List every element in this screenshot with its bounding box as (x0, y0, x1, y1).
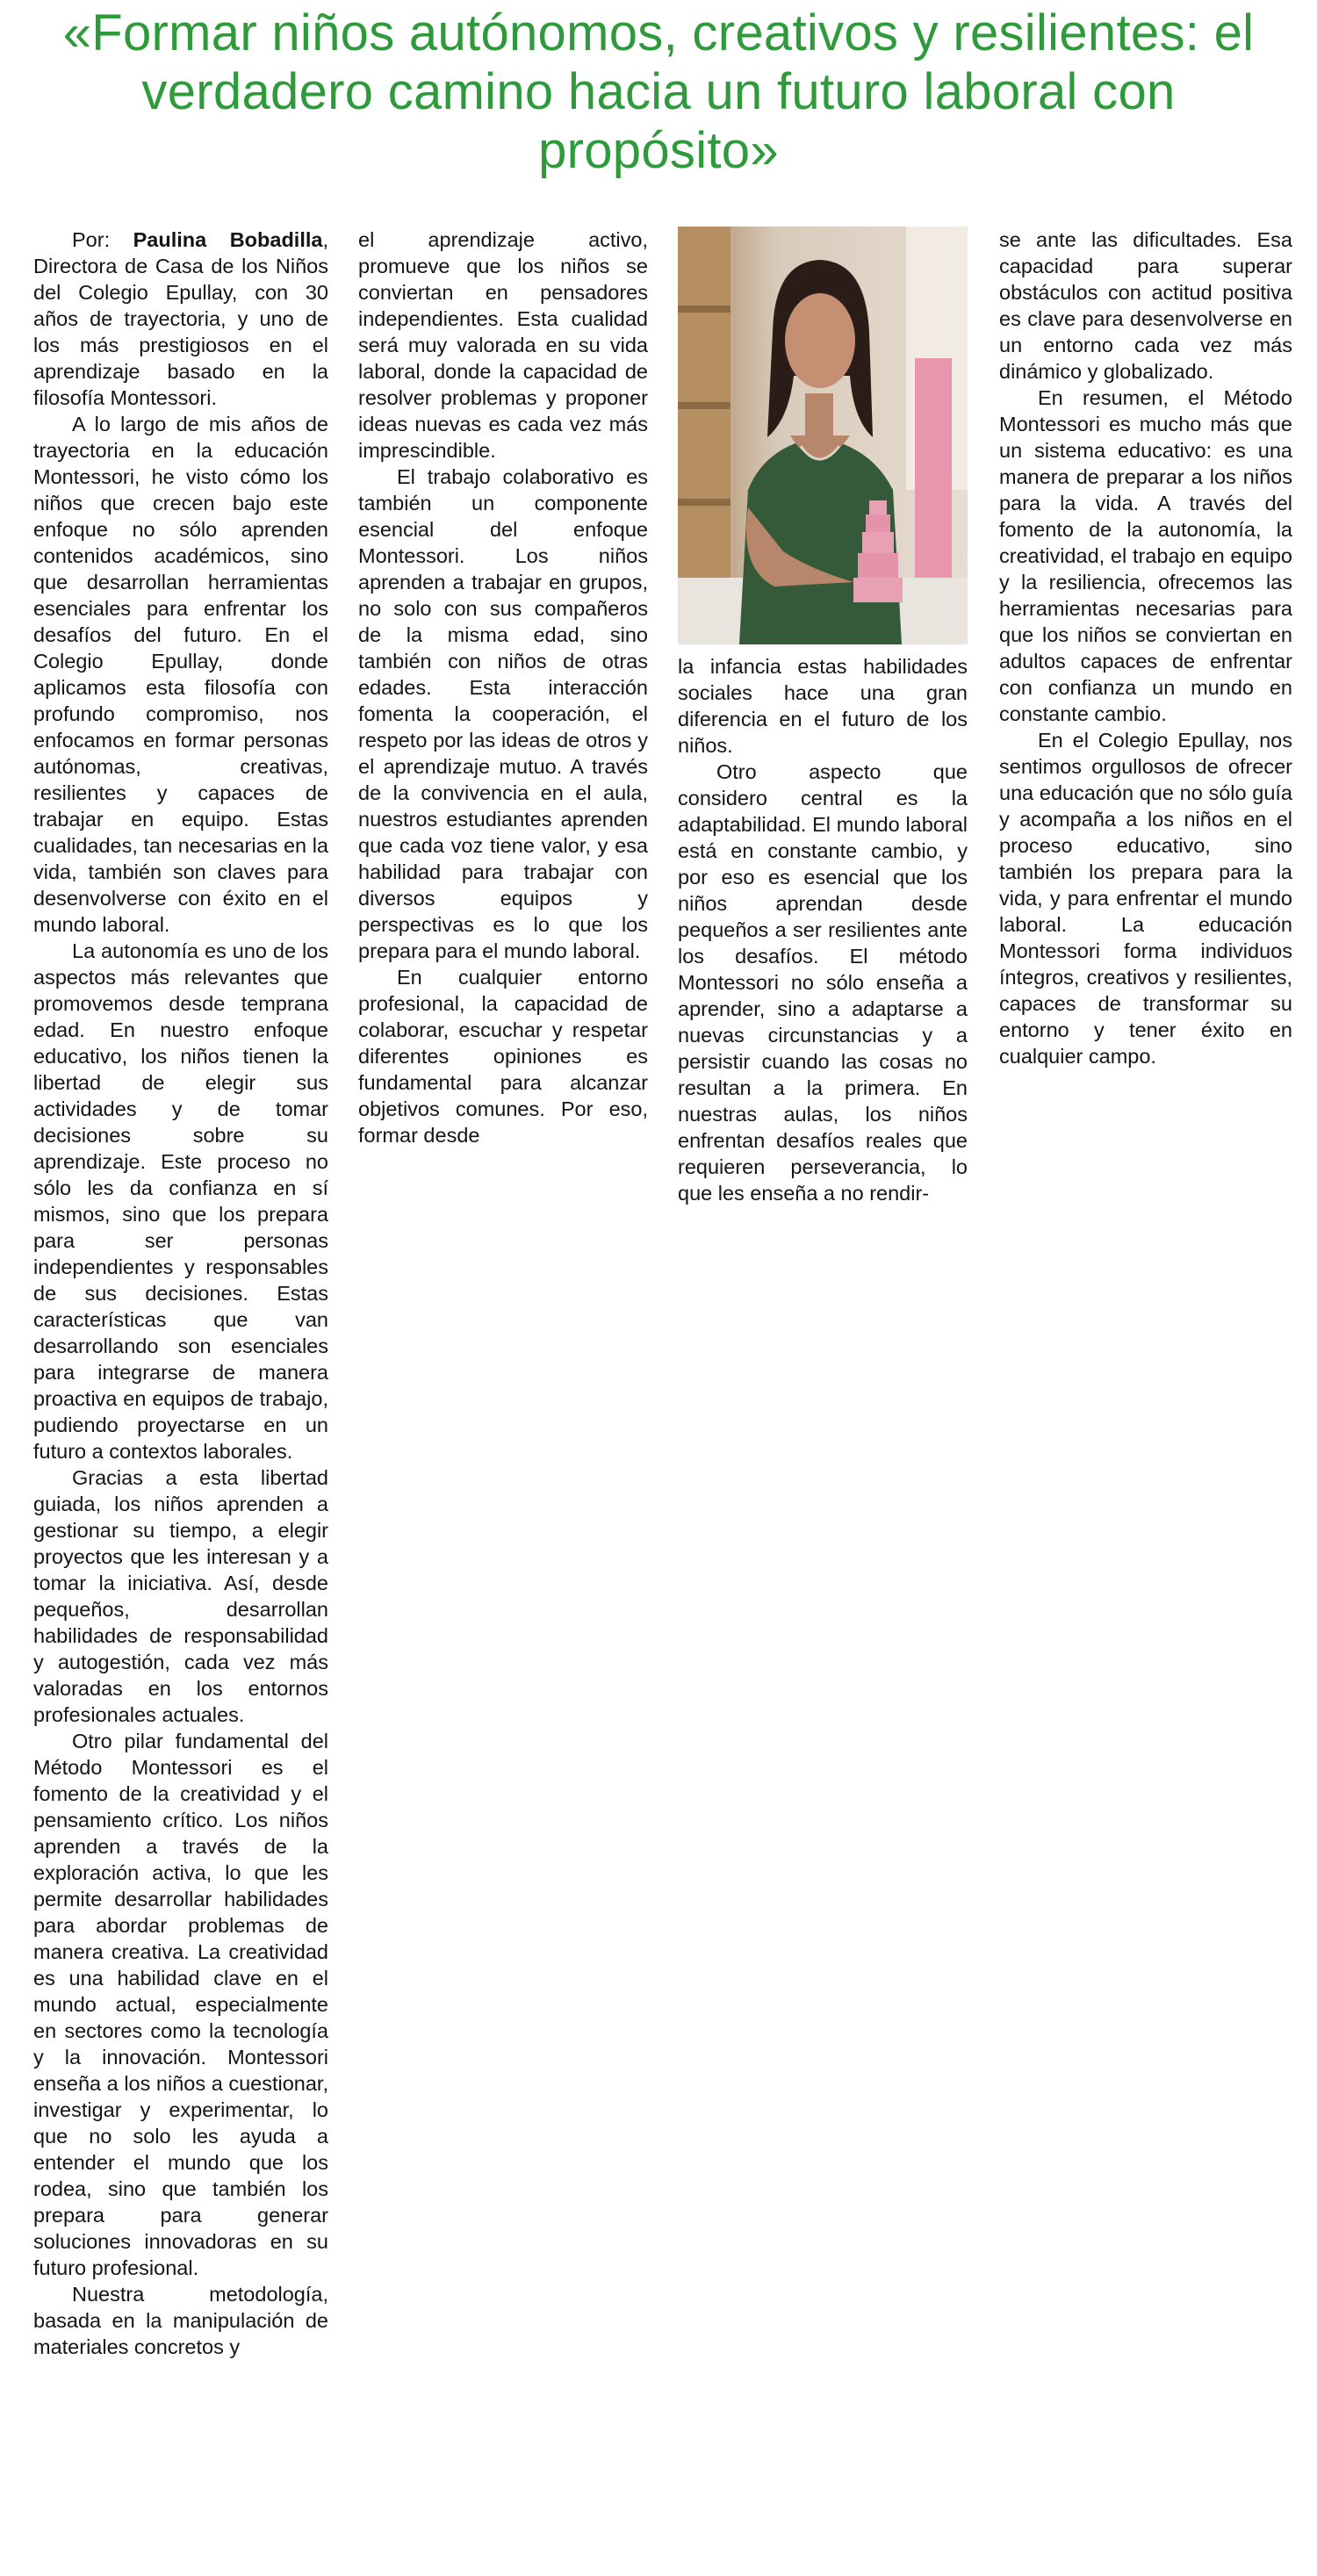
author-photo-illustration (678, 227, 968, 644)
paragraph: Otro aspecto que considero central es la adaptabilidad. El mundo laboral está en constante cambio, y por eso es esencial que los niños aprendan desde pequeños a ser resilientes ante los desafíos. El método Montessori no sólo enseña a aprender, sino a adaptarse a nuevas circunstancias y a persistir cuando las cosas no resultan a la primera. En nuestras aulas, los niños enfrentan desafíos reales que requieren perseverancia, lo que les enseña a no rendir- (678, 760, 968, 1205)
author-photo (678, 227, 968, 644)
paragraph: A lo largo de mis años de trayectoria en la educación Montessori, he visto cómo los niños que crecen bajo este enfoque no sólo aprenden contenidos académicos, sino que desarrollan herramientas esenciales para enfrentar los desafíos del futuro. En el Colegio Epullay, donde aplicamos esta filosofía con profundo compromiso, nos enfocamos en formar personas autónomas, creativas, resilientes y capaces de trabajar en equipo. Estas cualidades, tan necesarias en la vida, también son claves para desenvolverse con éxito en el mundo laboral. (33, 413, 328, 936)
paragraph: Otro pilar fundamental del Método Montessori es el fomento de la creatividad y el pensamiento crítico. Los niños aprenden a través de la exploración activa, lo que les permite desarrollar habilidades para abordar problemas de manera creativa. La creatividad es una habilidad clave en el mundo actual, especialmente en sectores como la tecnología y la innovación. Montessori enseña a los niños a cuestionar, investigar y experimentar, lo que no solo les ayuda a entender el mundo que los rodea, sino que también los prepara para generar soluciones innovadoras en su futuro profesional. (33, 1730, 328, 2279)
byline-prefix: Por: (72, 228, 133, 251)
byline (33, 227, 328, 411)
author-role: , Directora de Casa de los Niños del Colegio Epullay, con 30 años de trayectoria, y uno de los más prestigiosos en el aprendizaje basado en la filosofía Montessori. (33, 228, 328, 409)
article-column-1 (33, 227, 328, 2360)
article-headline: «Formar niños autónomos, creativos y resilientes: el verdadero camino hacia un futuro laboral con propósito» (62, 4, 1255, 179)
paragraph: La autonomía es uno de los aspectos más relevantes que promovemos desde temprana edad. En nuestro enfoque educativo, los niños tienen la libertad de elegir sus actividades y de tomar decisiones sobre su aprendizaje. Este proceso no sólo les da confianza en sí mismos, sino que los prepara para ser personas independientes y responsables de sus decisiones. Estas características que van desarrollando son esenciales para integrarse de manera proactiva en equipos de trabajo, pudiendo proyectarse en un futuro a contextos laborales. (33, 939, 328, 1463)
paragraph: El trabajo colaborativo es también un componente esencial del enfoque Montessori. Los niños aprenden a trabajar en grupos, no solo con sus compañeros de la misma edad, sino también con niños de otras edades. Esta interacción fomenta la cooperación, el respeto por las ideas de otros y el aprendizaje mutuo. A través de la convivencia en el aula, nuestros estudiantes aprenden que cada voz tiene valor, y esa habilidad para trabajar con diversos equipos y perspectivas es lo que los prepara para el mundo laboral. (358, 465, 648, 962)
paragraph: Nuestra metodología, basada en la manipulación de materiales concretos y (33, 2283, 328, 2358)
paragraph: se ante las dificultades. Esa capacidad para superar obstáculos con actitud positiva es clave para desenvolverse en un entorno cada vez más dinámico y globalizado. (999, 228, 1292, 383)
paragraph: En cualquier entorno profesional, la capacidad de colaborar, escuchar y respetar diferentes opiniones es fundamental para alcanzar objetivos comunes. Por eso, formar desde (358, 966, 648, 1147)
paragraph: En resumen, el Método Montessori es mucho más que un sistema educativo: es una manera de preparar a los niños para la vida. A través del fomento de la autonomía, la creatividad, el trabajo en equipo y la resiliencia, ofrecemos las herramientas necesarias para que los niños se conviertan en adultos capaces de enfrentar con confianza un mundo en constante cambio. (999, 386, 1292, 725)
article-column-4 (999, 227, 1292, 1069)
article-column-2 (358, 227, 648, 1148)
paragraph: En el Colegio Epullay, nos sentimos orgullosos de ofrecer una educación que no sólo guía y acompaña a los niños en el proceso educativo, sino también los prepara para la vida, y para enfrentar el mundo laboral. La educación Montessori forma individuos íntegros, creativos y resilientes, capaces de transformar su entorno y tener éxito en cualquier campo. (999, 729, 1292, 1068)
paragraph: el aprendizaje activo, promueve que los niños se conviertan en pensadores independientes. Esta cualidad será muy valorada en su vida laboral, donde la capacidad de resolver problemas y proponer ideas nuevas es cada vez más imprescindible. (358, 228, 648, 462)
paragraph: la infancia estas habilidades sociales hace una gran diferencia en el futuro de los niños. (678, 655, 968, 757)
article-column-3 (678, 653, 968, 1206)
paragraph: Gracias a esta libertad guiada, los niños aprenden a gestionar su tiempo, a elegir proyectos que les interesan y a tomar la iniciativa. Así, desde pequeños, desarrollan habilidades de responsabilidad y autogestión, cada vez más valoradas en los entornos profesionales actuales. (33, 1466, 328, 1726)
author-name: Paulina Bobadilla (133, 228, 323, 251)
